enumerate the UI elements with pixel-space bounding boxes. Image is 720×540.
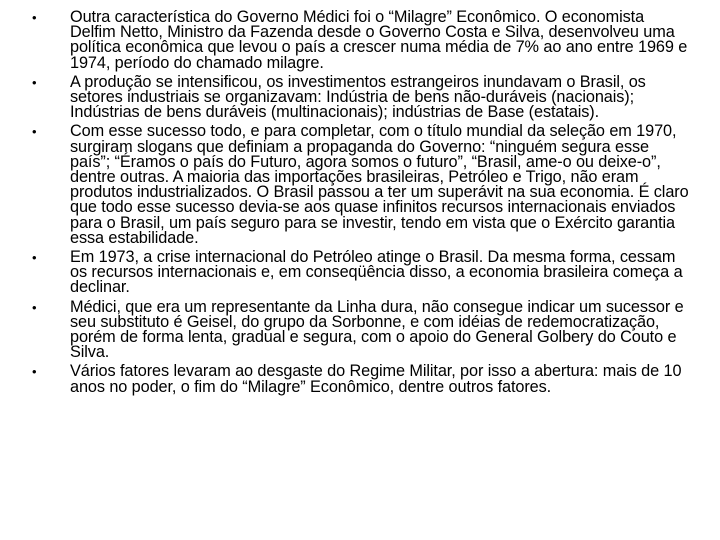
bullet-text: Em 1973, a crise internacional do Petróleo atinge o Brasil. Da mesma forma, cessam os recursos internacionais e, em conseqüência disso, a economia brasileira começa a declinar. (70, 248, 683, 297)
bullet-point-icon: • (32, 250, 37, 266)
bullet-text: Outra característica do Governo Médici foi o “Milagre” Econômico. O economista Delfim Netto, Ministro da Fazenda desde o Governo Costa e Silva, desenvolveu uma política econômica que levou o país a crescer numa média de 7% ao ano entre 1969 e 1974, período do chamado milagre. (70, 8, 688, 72)
bullet-item (32, 250, 692, 296)
bullet-list (32, 10, 692, 399)
bullet-point-icon: • (32, 299, 37, 315)
bullet-item (32, 297, 692, 362)
bullet-text: A produção se intensificou, os investimentos estrangeiros inundavam o Brasil, os setores industriais se organizavam: Indústria de bens não-duráveis (nacionais); Indústrias de bens duráveis (multinacionais); indústrias de Base (estatais). (70, 72, 646, 122)
bullet-item (32, 10, 692, 71)
bullet-point-icon: • (32, 364, 37, 380)
bullet-point-icon: • (32, 124, 37, 140)
bullet-item (32, 124, 692, 246)
bullet-item (32, 72, 692, 122)
bullet-text: Vários fatores levaram ao desgaste do Regime Militar, por isso a abertura: mais de 10 anos no poder, o fim do “Milagre” Econômico, dentre outros fatores. (70, 362, 682, 396)
bullet-text: Com esse sucesso todo, e para completar, com o título mundial da seleção em 1970, surgiram slogans que definiam a propaganda do Governo: “ninguém segura esse país”; “Éramos o país do Futuro, agora somos o futuro”, “Brasil, ame-o ou deixe-o”, dentre outras. A maioria das importações brasileiras, Petróleo e Trigo, não eram produtos industrializados. O Brasil passou a ter um superávit na sua economia. É claro que todo esse sucesso devia-se aos quase infinitos recursos internacionais enviados para o Brasil, um país seguro para se investir, tendo em vista que o Exército garantia essa estabilidade. (70, 122, 689, 247)
bullet-item (32, 364, 692, 394)
bullet-text: Médici, que era um representante da Linha dura, não consegue indicar um sucessor e seu substituto é Geisel, do grupo da Sorbonne, e com idéias de redemocratização, porém de forma lenta, gradual e segura, com o apoio do General Golbery do Couto e Silva. (70, 297, 684, 362)
bullet-point-icon: • (32, 10, 37, 25)
bullet-point-icon: • (32, 74, 37, 90)
